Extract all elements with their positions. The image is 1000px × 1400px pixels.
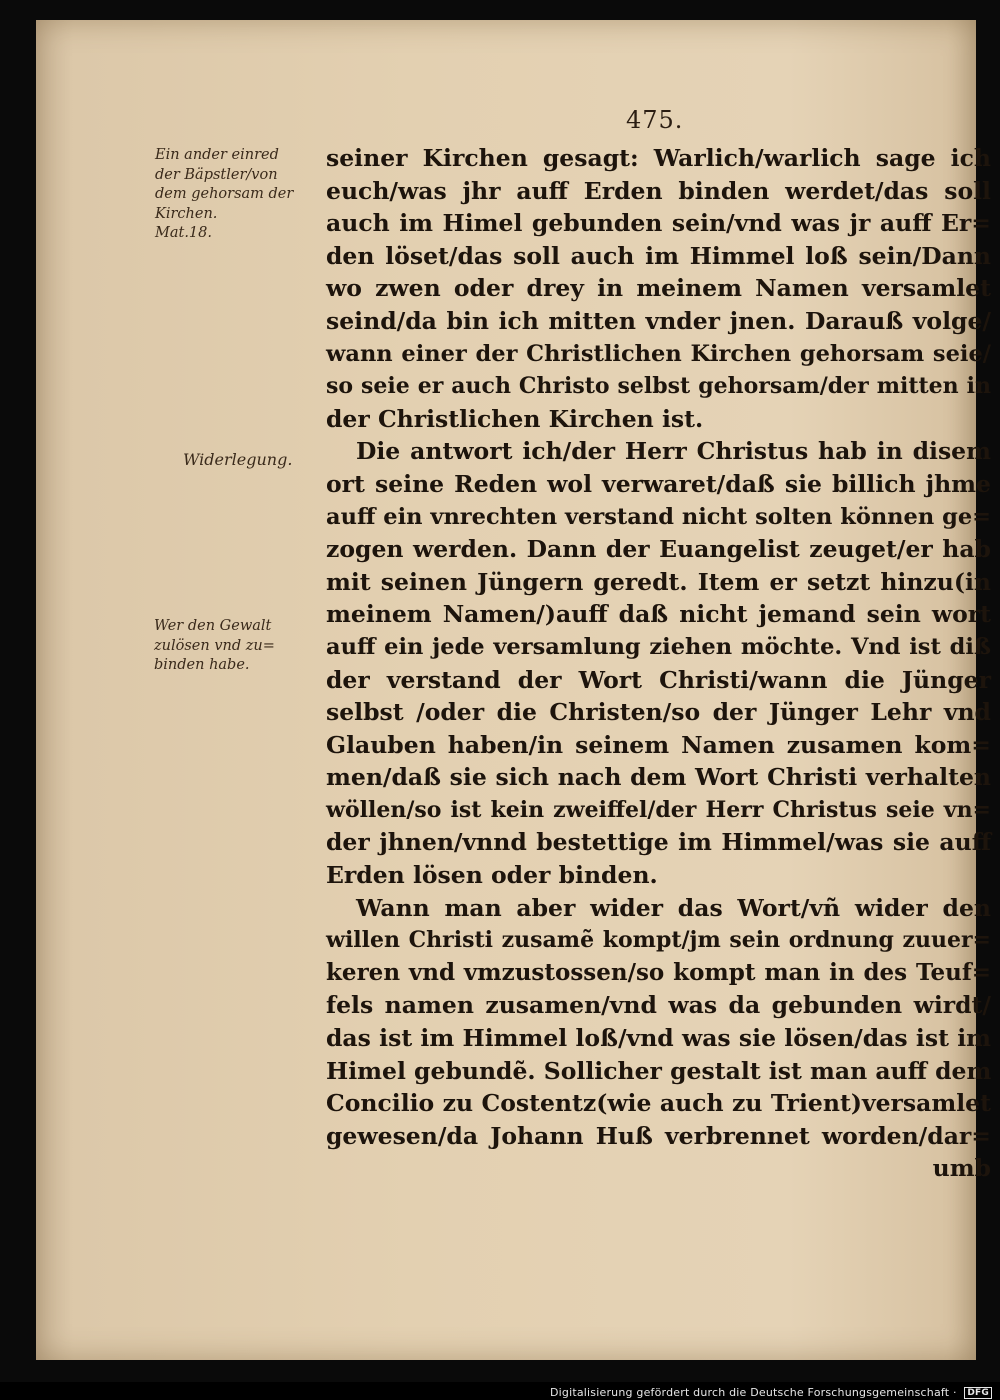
body-line: Glauben haben/in seinem Namen zusamen kom= [326, 730, 991, 759]
body-line: Wann man aber wider das Wort/vñ wider den [356, 893, 991, 922]
body-line: meinem Namen/)auff daß nicht jemand sein wort [326, 600, 991, 629]
margin-note-line: binden habe. [154, 657, 250, 673]
body-line: seind/da bin ich mitten vnder jnen. Darauß volge/ [326, 306, 991, 335]
body-line: seiner Kirchen gesagt: Warlich/warlich sage ich [326, 144, 991, 172]
margin-note-line: Ein ander einred [155, 147, 279, 163]
body-line: wöllen/so ist kein zweiffel/der Herr Christus seie vn= [326, 796, 991, 823]
margin-note-line: Kirchen. [155, 205, 218, 222]
body-line: das ist im Himmel loß/vnd was sie lösen/das ist im [326, 1024, 991, 1053]
body-line: Erden lösen oder binden. [326, 861, 658, 890]
body-line: selbst /oder die Christen/so der Jünger Lehr vnd [326, 698, 991, 727]
body-line: der Christlichen Kirchen ist. [326, 404, 704, 433]
credit-text: Digitalisierung gefördert durch die Deutsche Forschungsgemeinschaft · [549, 1386, 957, 1399]
body-line: men/daß sie sich nach dem Wort Christi verhalten [326, 763, 991, 792]
body-line: der verstand der Wort Christi/wann die Jünger [326, 665, 991, 694]
body-line: Concilio zu Costentz(wie auch zu Trient)versamlet [326, 1089, 991, 1118]
catchword: umb [932, 1154, 991, 1183]
body-line: wann einer der Christlichen Kirchen gehorsam seie/ [326, 340, 991, 367]
body-line: der jhnen/vnnd bestettige im Himmel/was sie auff [326, 828, 991, 857]
body-line: euch/was jhr auff Erden binden werdet/das soll [326, 176, 991, 205]
body-line: auff ein vnrechten verstand nicht solten können ge= [326, 503, 991, 530]
footer-credit [550, 1386, 992, 1399]
body-line: willen Christi zusamẽ kompt/jm sein ordnung zuuer= [326, 927, 991, 954]
margin-note-authority [154, 617, 275, 676]
margin-note-line: Widerlegung. [183, 450, 293, 469]
body-line: zogen werden. Dann der Euangelist zeuget/er hab [326, 535, 991, 564]
body-line: auch im Himel gebunden sein/vnd was jr auff Er= [326, 209, 991, 238]
margin-note-objection [155, 146, 293, 244]
body-line: Die antwort ich/der Herr Christus hab in disem [356, 437, 991, 466]
page-number: 475. [626, 106, 684, 134]
margin-note-line: zulösen vnd zu= [154, 637, 275, 654]
book-page [36, 20, 992, 1360]
body-line: gewesen/da Johann Huß verbrennet worden/dar= [326, 1121, 991, 1150]
margin-note-line: dem gehorsam der [155, 186, 294, 202]
body-line: keren vnd vmzustossen/so kompt man in des Teuf= [326, 958, 991, 986]
body-line: mit seinen Jüngern geredt. Item er setzt hinzu(in [326, 567, 991, 596]
margin-note-refutation [183, 450, 292, 470]
body-line: den löset/das soll auch im Himmel loß sein/Dann [326, 241, 991, 270]
body-line: auff ein jede versamlung ziehen möchte. Vnd ist diß [326, 633, 991, 660]
body-line: ort seine Reden wol verwaret/daß sie billich jhme [326, 469, 991, 498]
margin-note-line: Mat.18. [155, 225, 212, 241]
body-line: so seie er auch Christo selbst gehorsam/der mitten in [326, 373, 991, 400]
margin-column [36, 20, 336, 1360]
margin-note-line: Wer den Gewalt [154, 618, 272, 634]
body-text [326, 142, 991, 1185]
dfg-logo: DFG [964, 1387, 992, 1399]
body-line: wo zwen oder drey in meinem Namen versamlet [326, 274, 991, 303]
body-line: Himel gebundẽ. Sollicher gestalt ist man auff dem [326, 1056, 992, 1085]
body-line: fels namen zusamen/vnd was da gebunden wirdt/ [326, 991, 991, 1020]
margin-note-line: der Bäpstler/von [155, 166, 278, 183]
